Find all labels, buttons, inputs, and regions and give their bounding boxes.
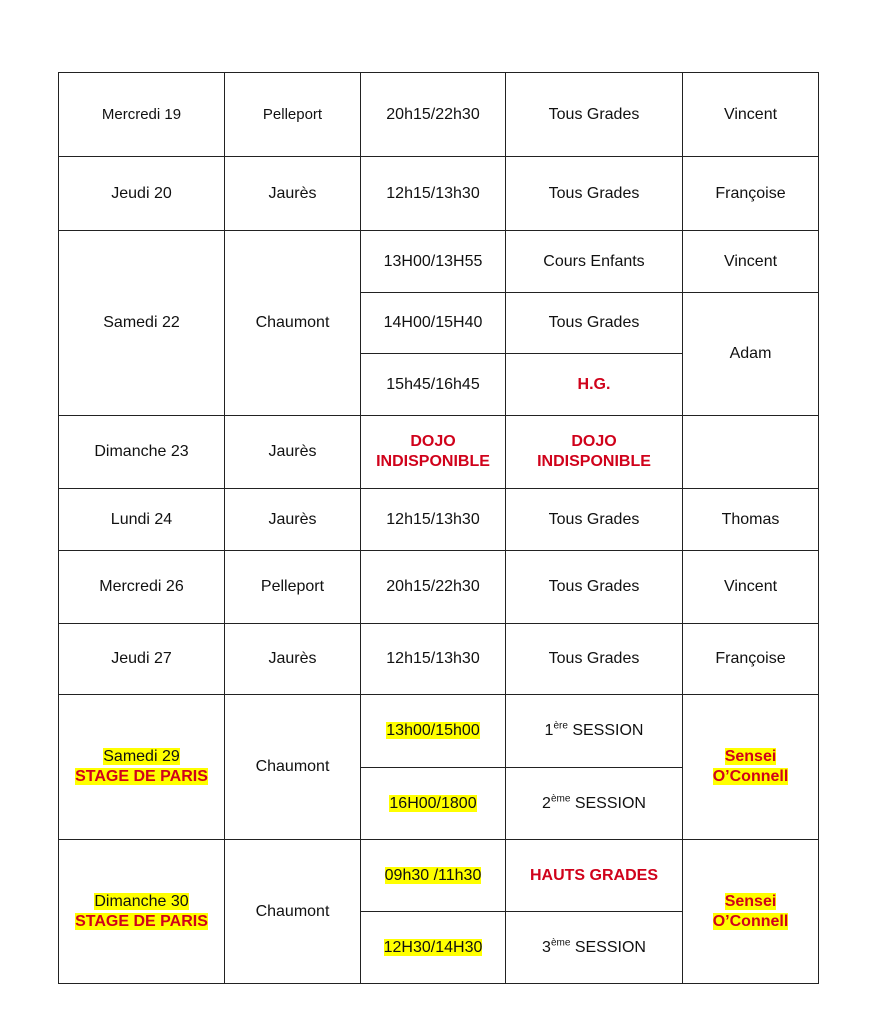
course-cell: Tous Grades (506, 551, 683, 624)
time-cell: 12h15/13h30 (361, 489, 506, 551)
day-label: Samedi 29 (103, 748, 180, 765)
time-cell: 12h15/13h30 (361, 624, 506, 695)
session-label: SESSION (570, 938, 646, 956)
place-cell: Jaurès (225, 624, 361, 695)
course-cell: Tous Grades (506, 624, 683, 695)
table-row (59, 157, 819, 231)
time-cell: 12h15/13h30 (361, 157, 506, 231)
place-cell: Jaurès (225, 489, 361, 551)
course-cell (506, 695, 683, 768)
table-row (59, 551, 819, 624)
teacher-name: O’Connell (712, 912, 789, 930)
session-number: 1 (544, 722, 554, 739)
teacher-cell (683, 695, 819, 840)
teacher-cell: Françoise (683, 624, 819, 695)
table-row (59, 73, 819, 157)
day-cell: Dimanche 23 (59, 416, 225, 489)
teacher-cell: Vincent (683, 231, 819, 293)
event-label: STAGE DE PARIS (75, 768, 208, 785)
dojo-label: DOJO (571, 433, 617, 450)
time-cell: 13H00/13H55 (361, 231, 506, 293)
teacher-cell (683, 416, 819, 489)
time-cell (361, 912, 506, 984)
table-row (59, 416, 819, 489)
place-cell: Pelleport (225, 551, 361, 624)
course-cell: HAUTS GRADES (506, 840, 683, 912)
time-cell: 14H00/15H40 (361, 293, 506, 354)
time-cell (361, 416, 506, 489)
teacher-name: O’Connell (712, 768, 789, 785)
session-label: SESSION (567, 722, 644, 739)
table-row (59, 231, 819, 293)
teacher-title: Sensei (724, 892, 777, 910)
time-label: 09h30 /11h30 (384, 866, 482, 884)
day-cell: Lundi 24 (59, 489, 225, 551)
teacher-title: Sensei (724, 748, 777, 765)
time-label: 16H00/1800 (389, 794, 477, 812)
dojo-label: DOJO (410, 433, 456, 450)
course-cell (506, 416, 683, 489)
teacher-cell: Vincent (683, 73, 819, 157)
event-label: STAGE DE PARIS (75, 912, 208, 930)
day-cell (59, 840, 225, 984)
time-cell: 20h15/22h30 (361, 551, 506, 624)
time-cell: 15h45/16h45 (361, 354, 506, 416)
place-cell: Chaumont (225, 840, 361, 984)
table-row (59, 489, 819, 551)
time-cell: 20h15/22h30 (361, 73, 506, 157)
table-row (59, 624, 819, 695)
table-row (59, 695, 819, 768)
session-number: 2 (542, 794, 551, 812)
time-label: 13h00/15h00 (386, 722, 480, 739)
place-cell: Pelleport (225, 73, 361, 157)
time-cell (361, 768, 506, 840)
session-ordinal: ère (553, 720, 568, 732)
day-cell: Mercredi 19 (59, 73, 225, 157)
time-label: 12H30/14H30 (383, 938, 483, 956)
table-row (59, 840, 819, 912)
course-cell: Tous Grades (506, 293, 683, 354)
place-cell: Jaurès (225, 416, 361, 489)
session-ordinal: ème (550, 937, 571, 949)
course-cell: Cours Enfants (506, 231, 683, 293)
teacher-cell: Adam (683, 293, 819, 416)
place-cell: Chaumont (225, 695, 361, 840)
time-cell (361, 840, 506, 912)
session-number: 3 (542, 938, 551, 956)
schedule-table (58, 72, 819, 984)
teacher-cell: Thomas (683, 489, 819, 551)
day-label: Dimanche 30 (94, 892, 189, 910)
unavailable-label: INDISPONIBLE (376, 453, 490, 470)
course-cell: Tous Grades (506, 489, 683, 551)
unavailable-label: INDISPONIBLE (537, 453, 651, 470)
day-cell: Samedi 22 (59, 231, 225, 416)
day-cell: Jeudi 20 (59, 157, 225, 231)
teacher-cell (683, 840, 819, 984)
session-ordinal: ème (550, 793, 571, 805)
place-cell: Jaurès (225, 157, 361, 231)
time-cell (361, 695, 506, 768)
session-label: SESSION (570, 794, 646, 812)
teacher-cell: Vincent (683, 551, 819, 624)
course-cell: Tous Grades (506, 157, 683, 231)
course-cell (506, 768, 683, 840)
day-cell (59, 695, 225, 840)
day-cell: Jeudi 27 (59, 624, 225, 695)
course-cell: H.G. (506, 354, 683, 416)
course-cell: Tous Grades (506, 73, 683, 157)
place-cell: Chaumont (225, 231, 361, 416)
teacher-cell: Françoise (683, 157, 819, 231)
course-cell (506, 912, 683, 984)
day-cell: Mercredi 26 (59, 551, 225, 624)
